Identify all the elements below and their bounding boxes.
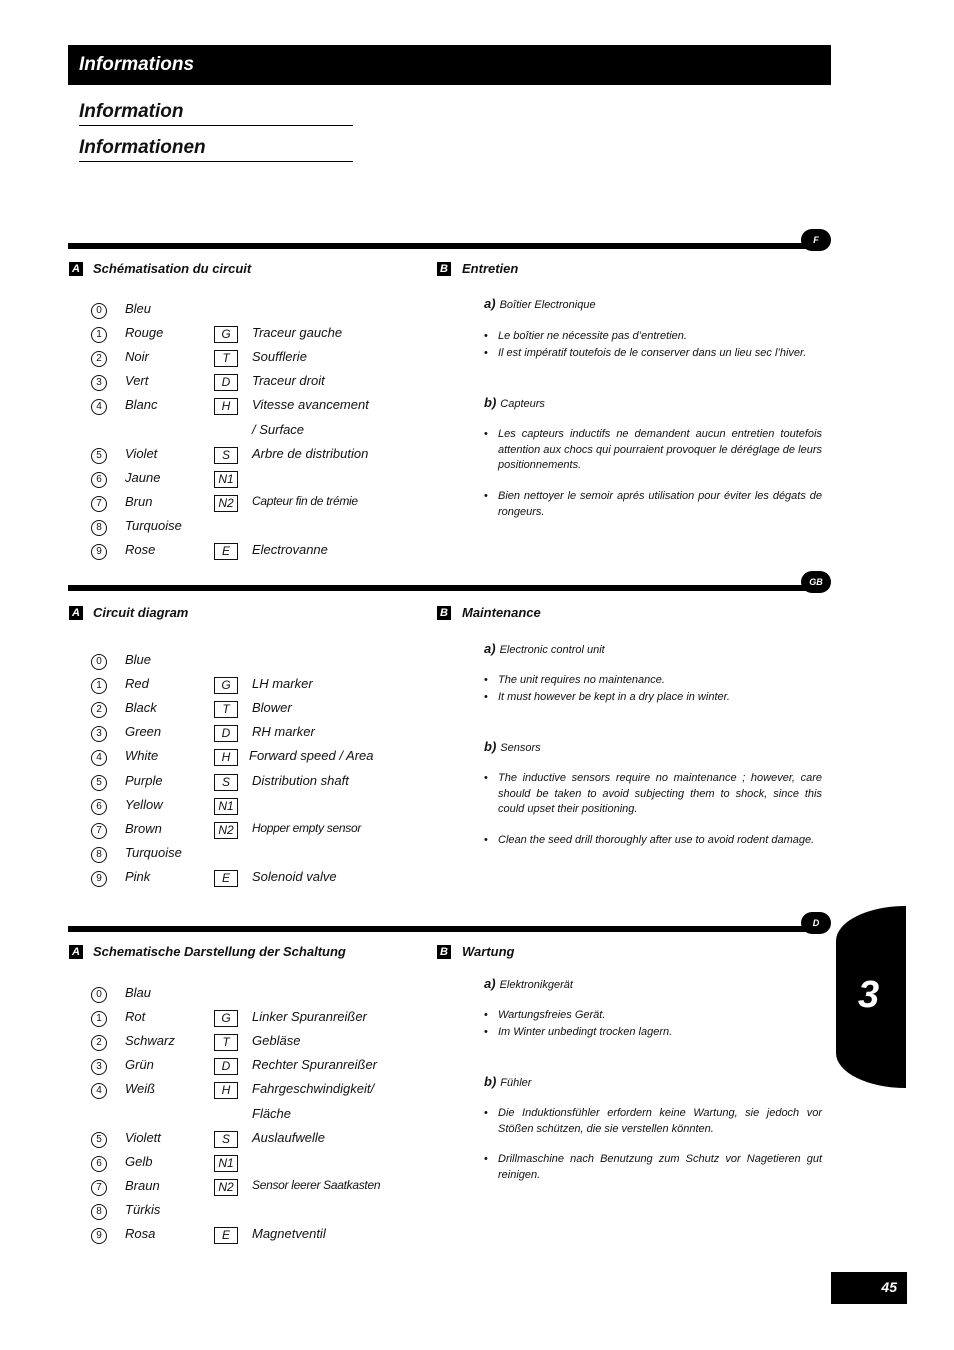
subsection-b-letter: b) bbox=[484, 1074, 497, 1089]
component-code: N1 bbox=[214, 798, 238, 815]
wire-color: Purple bbox=[125, 772, 163, 788]
wire-number bbox=[90, 699, 108, 718]
wire-number bbox=[90, 723, 108, 742]
wire-number-circle: 0 bbox=[91, 303, 107, 319]
section-b-title: Entretien bbox=[462, 261, 519, 276]
subsection-a-text: Electronic control unit bbox=[499, 644, 605, 656]
wire-color: Green bbox=[125, 724, 162, 740]
wire-color: Violet bbox=[125, 445, 158, 461]
wire-number-circle: 8 bbox=[91, 847, 107, 863]
component-label-cont: / Surface bbox=[252, 421, 305, 437]
component-label: LH marker bbox=[252, 676, 313, 692]
wire-number-circle: 7 bbox=[91, 1180, 107, 1196]
page-number-box bbox=[831, 1272, 907, 1304]
wire-number bbox=[90, 796, 108, 815]
header-bar bbox=[68, 45, 831, 85]
wire-color: Rot bbox=[125, 1009, 146, 1025]
wire-color: Türkis bbox=[125, 1201, 161, 1217]
wire-color: Bleu bbox=[125, 301, 152, 316]
component-label: Vitesse avancement bbox=[252, 397, 369, 413]
wire-color: Weiß bbox=[125, 1081, 156, 1097]
wire-color: Brun bbox=[125, 493, 153, 509]
component-label: Distribution shaft bbox=[252, 772, 349, 788]
wire-number-circle: 9 bbox=[91, 544, 107, 560]
bullet-item: • Drillmaschine nach Benutzung zum Schutz vor Nagetieren gut reinigen. bbox=[498, 1152, 822, 1183]
wire-color: Schwarz bbox=[125, 1033, 175, 1049]
wire-number-circle: 5 bbox=[91, 1132, 107, 1148]
subsection-b-letter: b) bbox=[484, 395, 497, 410]
component-code: T bbox=[214, 701, 238, 718]
wire-color: Blanc bbox=[125, 397, 158, 413]
subsection-a-letter: a) bbox=[484, 296, 496, 311]
wire-number bbox=[90, 868, 108, 887]
wire-number bbox=[90, 541, 108, 560]
component-label: Soufflerie bbox=[252, 349, 307, 365]
wire-number bbox=[90, 1153, 108, 1172]
component-code: T bbox=[214, 1034, 238, 1051]
component-label: Arbre de distribution bbox=[252, 445, 369, 461]
section-a-letter: A bbox=[69, 262, 83, 276]
component-code: T bbox=[214, 350, 238, 367]
wire-color: Red bbox=[125, 676, 149, 692]
wire-color: Pink bbox=[125, 868, 151, 884]
component-code: S bbox=[214, 1131, 238, 1148]
bullet-item: • It must however be kept in a dry place in winter. bbox=[498, 690, 822, 706]
bullet-item: • Le boîtier ne nécessite pas d’entretien. bbox=[498, 329, 822, 345]
wire-color: Jaune bbox=[125, 469, 161, 485]
subsection-b-text: Sensors bbox=[500, 742, 541, 754]
wire-number bbox=[90, 844, 108, 863]
wire-number-circle: 9 bbox=[91, 871, 107, 887]
component-code: D bbox=[214, 725, 238, 742]
wire-color: Violett bbox=[125, 1129, 161, 1145]
bullet-item: • Clean the seed drill thoroughly after use to avoid rodent damage. bbox=[498, 833, 822, 849]
wire-number-circle: 4 bbox=[91, 399, 107, 415]
wire-number-circle: 3 bbox=[91, 726, 107, 742]
wire-number bbox=[90, 651, 108, 670]
wire-number bbox=[90, 324, 108, 343]
component-label: Gebläse bbox=[252, 1033, 301, 1049]
wire-number-circle: 1 bbox=[91, 678, 107, 694]
wire-number-circle: 5 bbox=[91, 448, 107, 464]
component-code: N1 bbox=[214, 471, 238, 488]
section-rule bbox=[68, 585, 824, 591]
wire-number-circle: 8 bbox=[91, 520, 107, 536]
wire-number-circle: 4 bbox=[91, 750, 107, 766]
wire-number-circle: 9 bbox=[91, 1228, 107, 1244]
wire-number bbox=[90, 396, 108, 415]
wire-number-circle: 7 bbox=[91, 823, 107, 839]
section-a-title: Schematische Darstellung der Schaltung bbox=[93, 944, 346, 959]
component-label: Sensor leerer Saatkasten bbox=[252, 1177, 381, 1192]
component-label: Magnetventil bbox=[252, 1226, 326, 1241]
wire-color: Noir bbox=[125, 349, 149, 365]
wire-color: Rose bbox=[125, 542, 156, 557]
wire-number bbox=[90, 675, 108, 694]
component-code: G bbox=[214, 326, 238, 343]
section-b-title: Wartung bbox=[462, 944, 515, 959]
wire-color: Rosa bbox=[125, 1226, 156, 1241]
wire-number bbox=[90, 1032, 108, 1051]
component-label: Solenoid valve bbox=[252, 868, 337, 884]
component-code: H bbox=[214, 749, 238, 766]
wire-number-circle: 6 bbox=[91, 472, 107, 488]
component-code: S bbox=[214, 447, 238, 464]
bullet-item: • Im Winter unbedingt trocken lagern. bbox=[498, 1025, 822, 1041]
wire-number-circle: 0 bbox=[91, 987, 107, 1003]
component-code: D bbox=[214, 374, 238, 391]
wire-number-circle: 0 bbox=[91, 654, 107, 670]
wire-number bbox=[90, 469, 108, 488]
bullet-item: • The inductive sensors require no maintenance ; however, care should be taken to avoid subjecting them to shock, since this could upset their positioning. bbox=[498, 771, 822, 818]
subsection-a-head bbox=[484, 641, 605, 656]
wire-number bbox=[90, 820, 108, 839]
wire-number bbox=[90, 1225, 108, 1244]
component-label: Linker Spuranreißer bbox=[252, 1009, 367, 1025]
wire-number-circle: 2 bbox=[91, 702, 107, 718]
wire-number-circle: 2 bbox=[91, 351, 107, 367]
wire-color: Brown bbox=[125, 820, 162, 836]
component-code: G bbox=[214, 677, 238, 694]
section-a-letter: A bbox=[69, 945, 83, 959]
component-code: S bbox=[214, 774, 238, 791]
subsection-a-head bbox=[484, 976, 573, 991]
wire-number bbox=[90, 747, 108, 766]
header-title: Informations bbox=[79, 54, 195, 75]
wire-number-circle: 8 bbox=[91, 1204, 107, 1220]
section-b-title: Maintenance bbox=[462, 605, 541, 620]
component-label: Rechter Spuranreißer bbox=[252, 1057, 377, 1073]
subsection-a-letter: a) bbox=[484, 976, 496, 991]
language-tag: GB bbox=[801, 571, 831, 593]
section-a-title: Schématisation du circuit bbox=[93, 261, 252, 276]
component-label: Hopper empty sensor bbox=[252, 820, 362, 835]
wire-number-circle: 4 bbox=[91, 1083, 107, 1099]
component-label-cont: Fläche bbox=[252, 1105, 292, 1121]
wire-number bbox=[90, 1056, 108, 1075]
wire-number bbox=[90, 445, 108, 464]
component-label: Forward speed / Area bbox=[249, 748, 374, 764]
wire-color: Black bbox=[125, 700, 157, 716]
wire-number bbox=[90, 1129, 108, 1148]
component-label: Capteur fin de trémie bbox=[252, 493, 358, 508]
component-code: E bbox=[214, 543, 238, 560]
wire-number bbox=[90, 1080, 108, 1099]
component-label: Fahrgeschwindigkeit/ bbox=[252, 1081, 375, 1097]
wire-color: Blue bbox=[125, 652, 152, 667]
wire-number bbox=[90, 1177, 108, 1196]
wire-number-circle: 5 bbox=[91, 775, 107, 791]
bullet-item: • Wartungsfreies Gerät. bbox=[498, 1008, 822, 1024]
section-b-letter: B bbox=[437, 262, 451, 276]
wire-color: Braun bbox=[125, 1177, 160, 1193]
wire-color: Yellow bbox=[125, 796, 163, 812]
component-label: Blower bbox=[252, 700, 292, 716]
component-code: D bbox=[214, 1058, 238, 1075]
subsection-a-letter: a) bbox=[484, 641, 496, 656]
wire-number-circle: 1 bbox=[91, 327, 107, 343]
wire-number-circle: 6 bbox=[91, 1156, 107, 1172]
component-label: Electrovanne bbox=[252, 542, 328, 557]
component-code: N2 bbox=[214, 495, 238, 512]
wire-number bbox=[90, 348, 108, 367]
subtitle-de: Informationen bbox=[79, 137, 353, 162]
wire-number-circle: 3 bbox=[91, 375, 107, 391]
page-number: 45 bbox=[881, 1279, 897, 1295]
bullet-item: • Les capteurs inductifs ne demandent aucun entretien toutefois attention aux chocs qui pourraient provoquer le déréglage de leurs positionnements. bbox=[498, 427, 822, 474]
language-tag: D bbox=[801, 912, 831, 934]
wire-number-circle: 6 bbox=[91, 799, 107, 815]
section-b-letter: B bbox=[437, 945, 451, 959]
section-a-title: Circuit diagram bbox=[93, 605, 189, 620]
subsection-b-letter: b) bbox=[484, 739, 497, 754]
subsection-a-text: Boîtier Electronique bbox=[499, 299, 596, 311]
section-rule bbox=[68, 926, 824, 932]
component-code: E bbox=[214, 1227, 238, 1244]
wire-color: Rouge bbox=[125, 325, 164, 341]
wire-color: White bbox=[125, 748, 159, 764]
chapter-tab: 3 bbox=[836, 906, 906, 1088]
component-label: RH marker bbox=[252, 724, 315, 740]
subtitle-en: Information bbox=[79, 101, 353, 126]
wire-color: Turquoise bbox=[125, 844, 182, 860]
wire-number bbox=[90, 372, 108, 391]
wire-number bbox=[90, 1201, 108, 1220]
wire-color: Gelb bbox=[125, 1153, 153, 1169]
wire-number-circle: 7 bbox=[91, 496, 107, 512]
wire-color: Grün bbox=[125, 1057, 154, 1073]
wire-number bbox=[90, 493, 108, 512]
wire-number-circle: 1 bbox=[91, 1011, 107, 1027]
subsection-b-head bbox=[484, 395, 545, 410]
bullet-item: • The unit requires no maintenance. bbox=[498, 673, 822, 689]
wire-color: Turquoise bbox=[125, 517, 182, 533]
subsection-a-text: Elektronikgerät bbox=[499, 979, 573, 991]
wire-number bbox=[90, 984, 108, 1003]
component-label: Auslaufwelle bbox=[252, 1129, 325, 1145]
component-code: H bbox=[214, 1082, 238, 1099]
section-rule bbox=[68, 243, 824, 249]
subsection-b-text: Fühler bbox=[500, 1077, 532, 1089]
bullet-item: • Die Induktionsfühler erfordern keine Wartung, sie jedoch vor Stößen schützen, die sie verstellen könnten. bbox=[498, 1106, 822, 1137]
subsection-b-text: Capteurs bbox=[500, 398, 545, 410]
component-code: G bbox=[214, 1010, 238, 1027]
wire-number bbox=[90, 772, 108, 791]
component-label: Traceur gauche bbox=[252, 325, 343, 341]
wire-number-circle: 2 bbox=[91, 1035, 107, 1051]
wire-number bbox=[90, 517, 108, 536]
wire-number bbox=[90, 300, 108, 319]
bullet-item: • Bien nettoyer le semoir aprés utilisation pour éviter les dégats de rongeurs. bbox=[498, 489, 822, 520]
wire-number bbox=[90, 1008, 108, 1027]
wire-color: Blau bbox=[125, 985, 152, 1000]
subsection-b-head bbox=[484, 739, 541, 754]
component-code: H bbox=[214, 398, 238, 415]
section-a-letter: A bbox=[69, 606, 83, 620]
wire-color: Vert bbox=[125, 373, 149, 389]
bullet-item: • Il est impératif toutefois de le conserver dans un lieu sec l’hiver. bbox=[498, 346, 822, 362]
wire-number-circle: 3 bbox=[91, 1059, 107, 1075]
subsection-b-head bbox=[484, 1074, 531, 1089]
subsection-a-head bbox=[484, 296, 596, 311]
component-label: Traceur droit bbox=[252, 373, 325, 389]
component-code: E bbox=[214, 870, 238, 887]
component-code: N1 bbox=[214, 1155, 238, 1172]
language-tag: F bbox=[801, 229, 831, 251]
section-b-letter: B bbox=[437, 606, 451, 620]
component-code: N2 bbox=[214, 1179, 238, 1196]
component-code: N2 bbox=[214, 822, 238, 839]
